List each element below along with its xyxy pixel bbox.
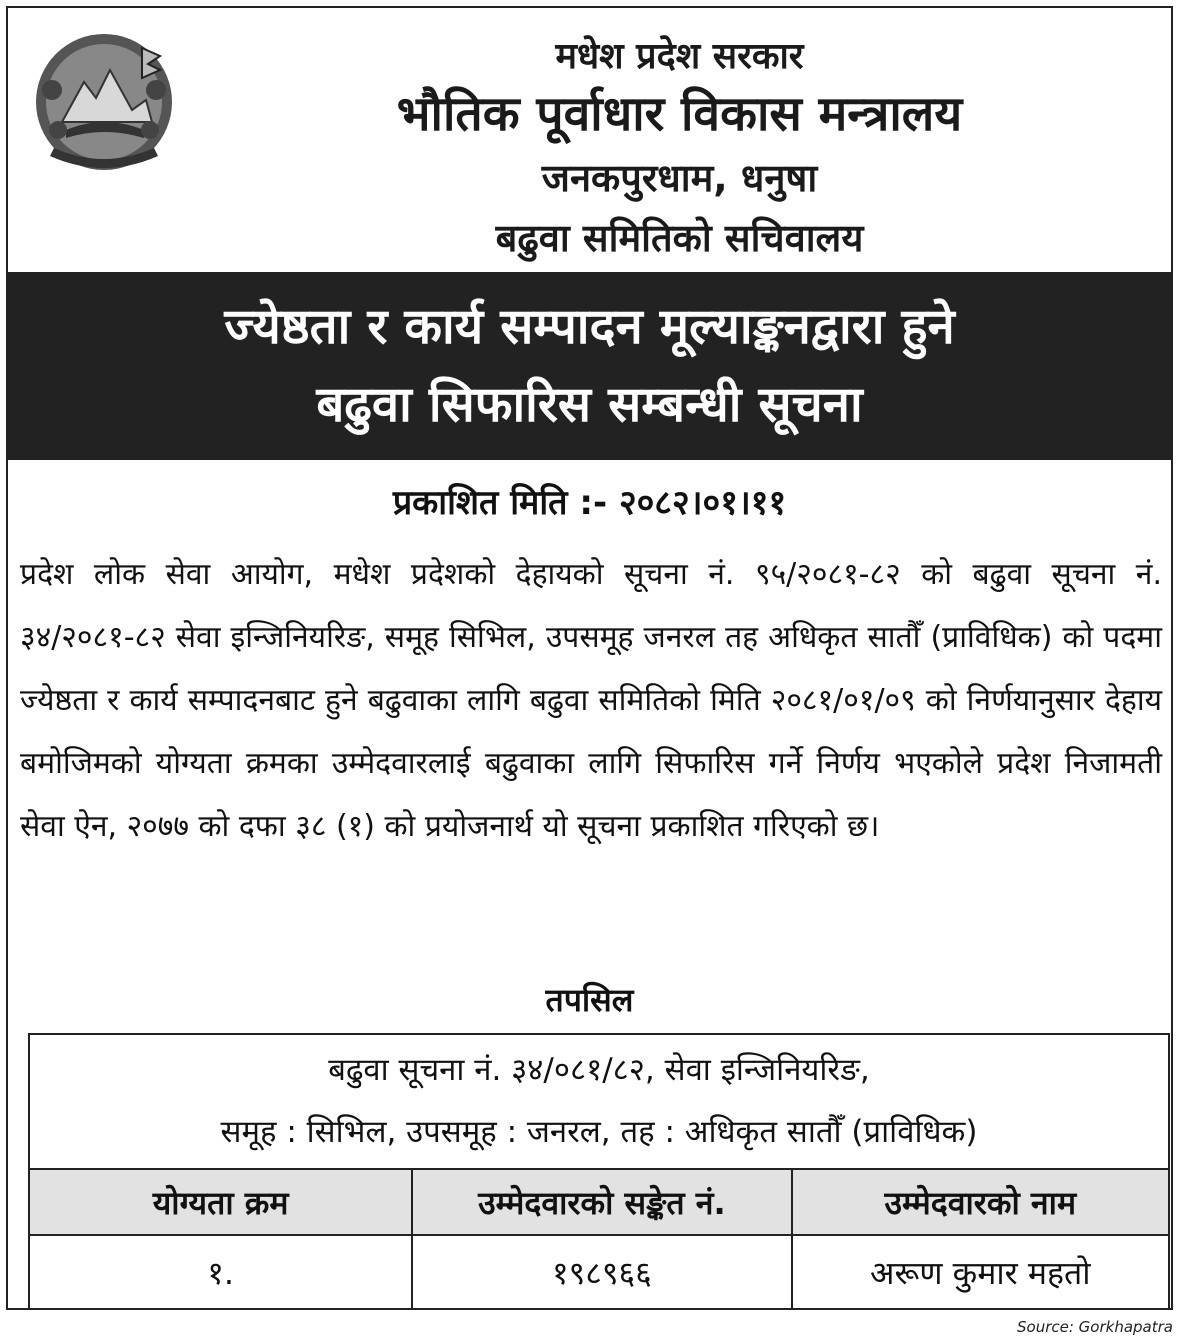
recommendation-table	[28, 1168, 1170, 1310]
notice-title-banner	[8, 272, 1171, 460]
table-row	[29, 1235, 1169, 1309]
ministry-address: जनकपुरधाम, धनुषा	[541, 156, 818, 200]
schedule-heading: तपसिल	[545, 981, 634, 1019]
government-name: मधेश प्रदेश सरकार	[555, 36, 804, 77]
merit-order-cell: १.	[29, 1235, 412, 1309]
published-date: प्रकाशित मिति :- २०८२।०१।११	[392, 483, 787, 523]
table-group-info: समूह : सिभिल, उपसमूह : जनरल, तह : अधिकृत सातौँ (प्राविधिक)	[220, 1114, 978, 1150]
header-candidate-name: उम्मेदवारको नाम	[792, 1169, 1169, 1235]
secretariat-name: बढुवा समितिको सचिवालय	[495, 216, 864, 260]
ministry-name: भौतिक पूर्वाधार विकास मन्त्रालय	[396, 86, 963, 142]
header-symbol-number: उम्मेदवारको सङ्केत नं.	[412, 1169, 791, 1235]
notice-body: प्रदेश लोक सेवा आयोग, मधेश प्रदेशको देहायको सूचना नं. ९५/२०८१-८२ को बढुवा सूचना नं. ३४/२०८१-८२ सेवा इन्जिनियरिङ, समूह सिभिल, उपसमूह जनरल तह अधिकृत सातौँ (प्राविधिक) को पदमा ज्येष्ठता र कार्य सम्पादनबाट हुने बढुवाका लागि बढुवा समितिको मिति २०८१/०१/०९ को निर्णयानुसार देहाय बमोजिमको योग्यता क्रमका उम्मेदवारलाई बढुवाका लागि सिफारिस गर्ने निर्णय भएकोले प्रदेश निजामती सेवा ऐन, २०७७ को दफा ३८ (१) को प्रयोजनार्थ यो सूचना प्रकाशित गरिएको छ।	[20, 557, 1162, 844]
candidate-name-cell: अरूण कुमार महतो	[792, 1235, 1169, 1309]
symbol-number-cell: १९८९६६	[412, 1235, 791, 1309]
table-header-row	[29, 1169, 1169, 1235]
source-credit: Source: Gorkhapatra	[1017, 1318, 1173, 1336]
notice-frame	[6, 6, 1173, 1310]
table-notice-info: बढुवा सूचना नं. ३४/०८१/८२, सेवा इन्जिनियरिङ,	[328, 1052, 870, 1088]
notice-title-line-1: ज्येष्ठता र कार्य सम्पादन मूल्याङ्कनद्वारा हुने	[224, 298, 955, 355]
nepal-government-emblem-icon	[22, 30, 186, 180]
notice-title-line-2: बढुवा सिफारिस सम्बन्धी सूचना	[316, 376, 863, 433]
recommendation-table-box	[28, 1033, 1170, 1310]
header-merit-order: योग्यता क्रम	[29, 1169, 412, 1235]
